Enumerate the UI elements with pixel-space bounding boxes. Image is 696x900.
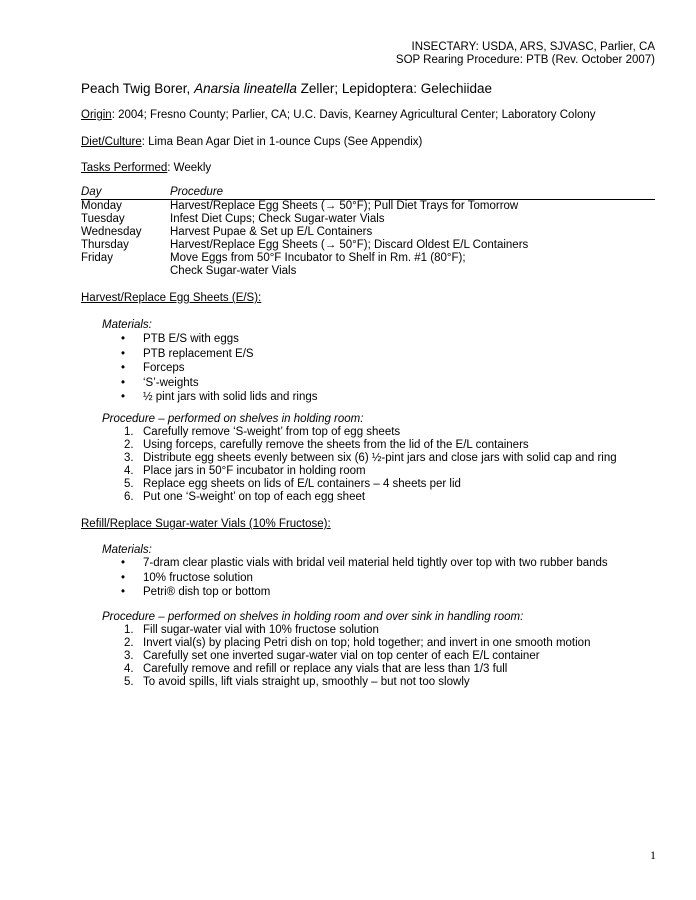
origin-line [81,109,596,122]
list-item: 3. Carefully set one inverted sugar-water vial on top center of each E/L container [124,650,540,662]
list-item: • ½ pint jars with solid lids and rings [121,391,318,406]
schedule-row [81,213,655,226]
page-header [396,41,655,67]
schedule-col-procedure: Procedure [170,186,655,200]
list-item: 4. Place jars in 50°F incubator in holding room [124,465,366,477]
list-item: 5. Replace egg sheets on lids of E/L containers – 4 sheets per lid [124,478,461,490]
tasks-line [81,162,211,175]
header-line-2: SOP Rearing Procedure: PTB (Rev. October 2007) [395,54,655,66]
procedure-steps [124,624,590,689]
schedule-procedure: Infest Diet Cups; Check Sugar-water Vials [170,213,385,225]
schedule-row [81,200,655,214]
list-item: 1. Carefully remove ‘S-weight’ from top of egg sheets [124,426,401,438]
list-item: 6. Put one ‘S-weight’ on top of each egg sheet [124,491,366,503]
weekly-schedule-table [81,186,655,278]
procedure-steps [124,426,617,504]
schedule-col-day: Day [81,186,170,200]
diet-label: Diet/Culture [81,136,142,148]
title-species: Anarsia lineatella [194,81,297,96]
list-item: 3. Distribute egg sheets evenly between six (6) ½-pint jars and close jars with solid cap and ring [124,452,617,464]
schedule-procedure: Check Sugar-water Vials [170,265,297,277]
list-item: • 10% fructose solution [121,572,608,587]
document-title [81,81,492,97]
title-prefix: Peach Twig Borer, [81,81,195,96]
procedure-label: Procedure – performed on shelves in holding room: [102,413,364,425]
tasks-text: : Weekly [167,162,212,174]
schedule-row [81,226,655,239]
schedule-header-row [81,186,655,200]
schedule-day: Thursday [81,239,129,251]
tasks-label: Tasks Performed [81,162,168,174]
materials-label: Materials: [102,544,152,556]
schedule-procedure: Harvest/Replace Egg Sheets (→ 50°F); Pull Diet Trays for Tomorrow [170,200,519,212]
materials-list [121,557,608,601]
schedule-procedure: Move Eggs from 50°F Incubator to Shelf in Rm. #1 (80°F); [170,252,466,264]
section-heading-egg-sheets: Harvest/Replace Egg Sheets (E/S): [81,292,262,304]
header-line-1: INSECTARY: USDA, ARS, SJVASC, Parlier, CA [411,41,655,53]
section-heading-sugar-water: Refill/Replace Sugar-water Vials (10% Fructose): [81,518,331,530]
list-item: • Forceps [121,362,318,377]
diet-text: : Lima Bean Agar Diet in 1-ounce Cups (See Appendix) [141,136,423,148]
procedure-label: Procedure – performed on shelves in holding room and over sink in handling room: [102,611,524,623]
title-suffix: Zeller; Lepidoptera: Gelechiidae [296,81,492,96]
list-item: • Petri® dish top or bottom [121,586,608,601]
list-item: 2. Using forceps, carefully remove the sheets from the lid of the E/L containers [124,439,529,451]
schedule-row [81,265,655,278]
schedule-day: Friday [81,252,113,264]
schedule-procedure: Harvest Pupae & Set up E/L Containers [170,226,373,238]
schedule-day [81,265,170,278]
schedule-day: Wednesday [81,226,142,238]
list-item: • ‘S’-weights [121,377,318,392]
list-item: • 7-dram clear plastic vials with bridal veil material held tightly over top with two rubber bands [121,557,608,572]
schedule-row [81,239,655,252]
list-item: 5. To avoid spills, lift vials straight up, smoothly – but not too slowly [124,676,470,688]
origin-label: Origin [81,109,112,121]
list-item: • PTB E/S with eggs [121,333,318,348]
page-number: 1 [650,848,656,862]
list-item: 1. Fill sugar-water vial with 10% fructose solution [124,624,379,636]
list-item: 2. Invert vial(s) by placing Petri dish on top; hold together; and invert in one smooth motion [124,637,591,649]
origin-text: : 2004; Fresno County; Parlier, CA; U.C. Davis, Kearney Agricultural Center; Laboratory Colony [111,109,596,121]
schedule-day: Tuesday [81,213,125,225]
list-item: • PTB replacement E/S [121,348,318,363]
schedule-row [81,252,655,265]
schedule-day: Monday [81,200,122,212]
schedule-procedure: Harvest/Replace Egg Sheets (→ 50°F); Discard Oldest E/L Containers [170,239,529,251]
materials-list [121,333,318,406]
diet-line [81,136,422,149]
materials-label: Materials: [102,319,152,331]
list-item: 4. Carefully remove and refill or replace any vials that are less than 1/3 full [124,663,508,675]
